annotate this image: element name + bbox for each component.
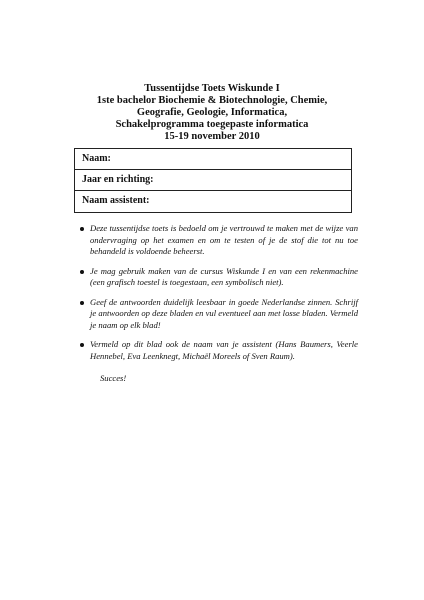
name-label: Naam:	[82, 153, 111, 164]
student-info-table	[74, 148, 352, 213]
bullet-icon	[80, 227, 84, 231]
instruction-list	[80, 223, 358, 370]
name-row	[75, 149, 351, 170]
year-program-row	[75, 170, 351, 191]
exam-dates: 15-19 november 2010	[164, 131, 260, 142]
program-line-1: 1ste bachelor Biochemie & Biotechnologie, Chemie,	[96, 95, 328, 106]
year-program-label: Jaar en richting:	[82, 174, 154, 185]
exam-title: Tussentijdse Toets Wiskunde I	[144, 83, 280, 94]
exam-header	[0, 83, 424, 143]
bullet-icon	[80, 270, 84, 274]
assistant-field[interactable]	[170, 193, 345, 210]
assistant-row	[75, 191, 351, 212]
list-item	[80, 223, 358, 258]
closing-text: Succes!	[100, 373, 127, 383]
bullet-icon	[80, 301, 84, 305]
program-line-3: Schakelprogramma toegepaste informatica	[115, 119, 309, 130]
instruction-text: Je mag gebruik maken van de cursus Wiskunde I en van een rekenmachine (een grafisch toestel is toegestaan, een symbolisch niet).	[90, 265, 358, 287]
assistant-label: Naam assistent:	[82, 195, 150, 206]
bullet-icon	[80, 343, 84, 347]
name-field[interactable]	[170, 151, 345, 167]
list-item	[80, 297, 358, 332]
program-line-2: Geografie, Geologie, Informatica,	[136, 107, 288, 118]
list-item	[80, 266, 358, 289]
year-program-field[interactable]	[170, 172, 345, 188]
instruction-text: Deze tussentijdse toets is bedoeld om je vertrouwd te maken met de wijze van ondervraging op het examen en om te testen of je de stof die tot nu toe behandeld is voldoende beheerst.	[90, 223, 358, 256]
instruction-text: Geef de antwoorden duidelijk leesbaar in goede Nederlandse zinnen. Schrijf je antwoorden op deze bladen en vul eventueel aan met losse bladen. Vermeld je naam op elk blad!	[90, 296, 358, 330]
instruction-text: Vermeld op dit blad ook de naam van je assistent (Hans Baumers, Veerle Hennebel, Eva Leenknegt, Michaël Moreels of Sven Raum).	[90, 339, 358, 361]
list-item	[80, 339, 358, 362]
